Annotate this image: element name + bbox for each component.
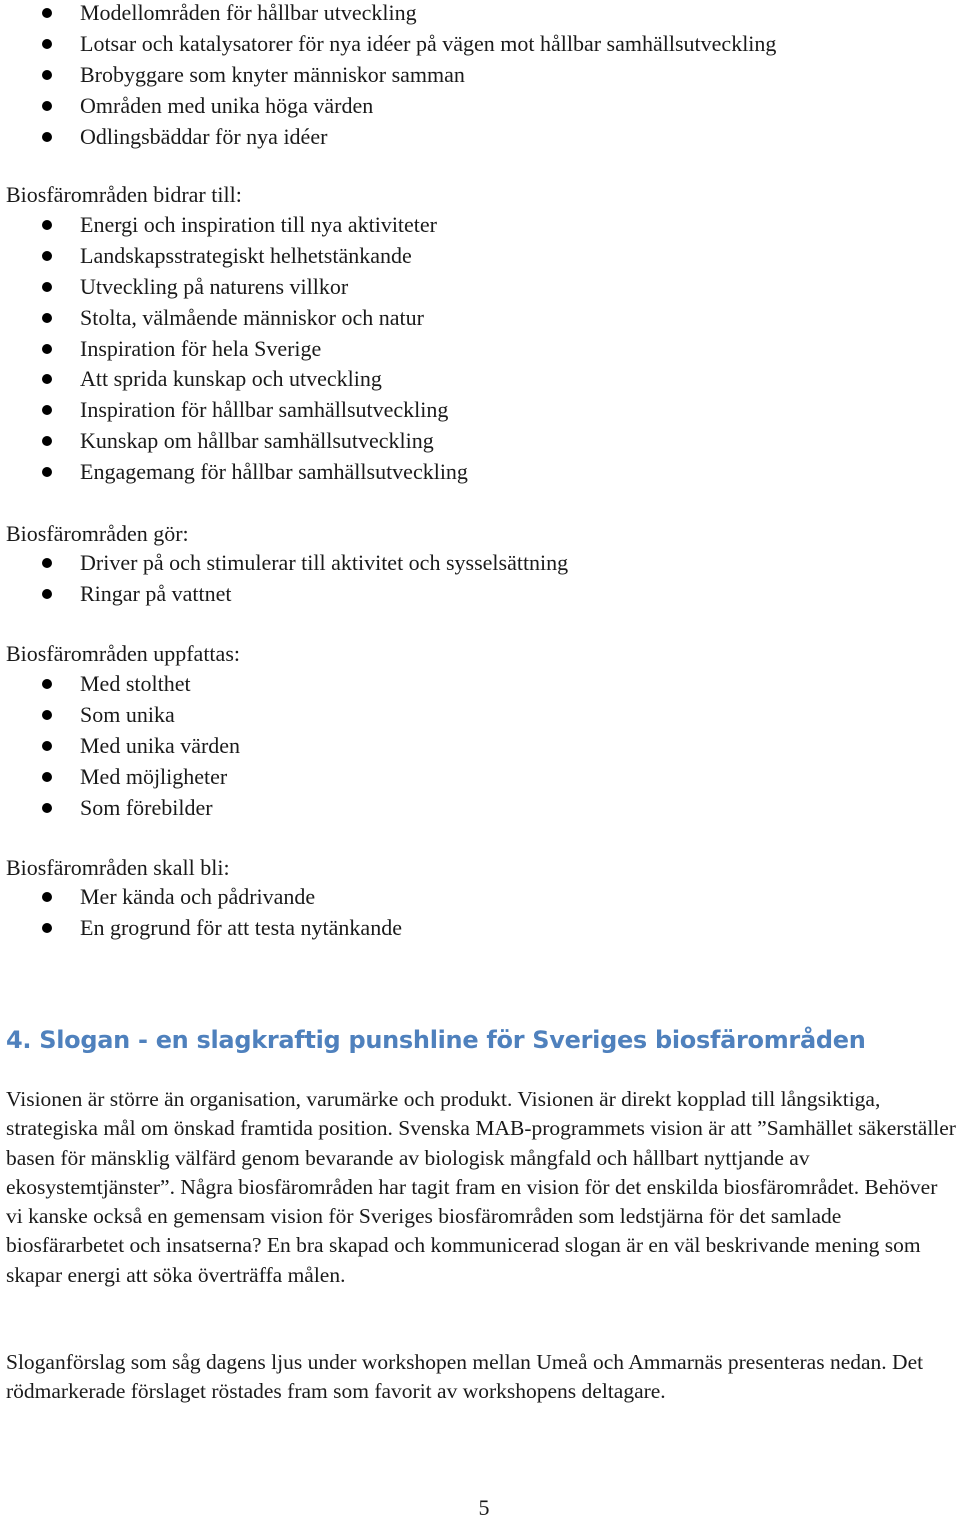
page-number: 5 <box>478 1495 490 1520</box>
list-item-text: Inspiration för hela Sverige <box>80 335 322 361</box>
list-item <box>0 458 950 489</box>
bullet-icon <box>42 679 52 689</box>
list-item <box>0 30 950 61</box>
list-item-text: Som unika <box>80 701 175 727</box>
list-item-text: Energi och inspiration till nya aktiviteter <box>80 212 438 237</box>
list-item-text: Lotsar och katalysatorer för nya idéer på vägen mot hållbar samhällsutveckling <box>80 30 777 56</box>
bullet-icon <box>42 923 52 933</box>
list-item <box>0 335 950 366</box>
bullet-icon <box>42 772 52 782</box>
list-item <box>0 763 950 794</box>
bullet-list-uppfattas <box>0 670 950 824</box>
list-item <box>0 701 950 732</box>
list-item <box>0 794 950 825</box>
bullet-icon <box>42 589 52 599</box>
section-label-uppfattas: Biosfärområden uppfattas: <box>6 641 240 666</box>
bullet-icon <box>42 467 52 477</box>
list-item <box>0 242 950 273</box>
bullet-list-bidrar <box>0 211 950 489</box>
list-item <box>0 273 950 304</box>
bullet-icon <box>42 892 52 902</box>
bullet-icon <box>42 8 52 18</box>
section-heading: 4. Slogan - en slagkraftig punshline för Sveriges biosfärområden <box>6 1026 866 1054</box>
bullet-icon <box>42 374 52 384</box>
list-item-text: Att sprida kunskap och utveckling <box>80 366 382 392</box>
bullet-icon <box>42 313 52 323</box>
list-item-text: Ringar på vattnet <box>80 580 232 606</box>
list-item-text: Med unika värden <box>80 732 241 758</box>
bullet-icon <box>42 101 52 111</box>
bullet-icon <box>42 282 52 292</box>
list-item-text: Med möjligheter <box>80 763 228 789</box>
bullet-icon <box>42 132 52 142</box>
bullet-icon <box>42 558 52 568</box>
bullet-icon <box>42 251 52 261</box>
list-item <box>0 580 950 611</box>
list-item <box>0 883 950 914</box>
bullet-icon <box>42 70 52 80</box>
bullet-icon <box>42 39 52 49</box>
list-item-text: Odlingsbäddar för nya idéer <box>80 123 328 149</box>
bullet-icon <box>42 436 52 446</box>
section-label-gor: Biosfärområden gör: <box>6 521 189 546</box>
list-item-text: Områden med unika höga värden <box>80 92 374 118</box>
list-item-text: Utveckling på naturens villkor <box>80 273 349 299</box>
paragraph-vision: Visionen är större än organisation, varumärke och produkt. Visionen är direkt kopplad till långsiktiga, strategiska mål om önskad framtida position. Svenska MAB-programmets vision är att ”Samhället säkerställer basen för mänsklig välfärd genom bevarande av biologisk mångfald och hållbart nyttjande av ekosystemtjänster”. Några biosfärområden har tagit fram en vision för det enskilda biosfärområdet. Behöver vi kanske också en gemensam vision för Sveriges biosfärområden som ledstjärna för det samlade biosfärarbetet och insatserna? En bra skapad och kommunicerad slogan är en väl beskrivande mening som skapar energi att söka överträffa målen. <box>6 1087 956 1287</box>
list-item-text: Med stolthet <box>80 671 191 696</box>
section-label-bidrar: Biosfärområden bidrar till: <box>6 182 242 207</box>
paragraph-slogan-proposals: Sloganförslag som såg dagens ljus under workshopen mellan Umeå och Ammarnäs presenteras nedan. Det rödmarkerade förslaget röstades fram som favorit av workshopens deltagare. <box>6 1350 924 1404</box>
bullet-icon <box>42 220 52 230</box>
list-item-text: Kunskap om hållbar samhällsutveckling <box>80 428 434 454</box>
list-item <box>0 0 950 30</box>
bullet-icon <box>42 803 52 813</box>
list-item <box>0 304 950 335</box>
list-item <box>0 914 950 945</box>
list-item-text: Landskapsstrategiskt helhetstänkande <box>80 242 412 268</box>
list-item <box>0 211 950 242</box>
list-item-text: Engagemang för hållbar samhällsutveckling <box>80 459 468 485</box>
list-item <box>0 123 950 154</box>
list-item <box>0 670 950 701</box>
list-item <box>0 549 950 580</box>
bullet-list-top <box>0 0 950 153</box>
list-item-text: En grogrund för att testa nytänkande <box>80 914 402 940</box>
list-item-text: Som förebilder <box>80 794 213 820</box>
list-item-text: Mer kända och pådrivande <box>80 884 316 909</box>
list-item-text: Brobyggare som knyter människor samman <box>80 61 465 87</box>
section-label-skall: Biosfärområden skall bli: <box>6 855 230 880</box>
list-item <box>0 427 950 458</box>
bullet-icon <box>42 741 52 751</box>
bullet-list-skall <box>0 883 950 945</box>
bullet-list-gor <box>0 549 950 611</box>
list-item <box>0 396 950 427</box>
list-item-text: Modellområden för hållbar utveckling <box>80 0 417 25</box>
list-item <box>0 92 950 123</box>
bullet-icon <box>42 405 52 415</box>
list-item <box>0 732 950 763</box>
list-item-text: Driver på och stimulerar till aktivitet och sysselsättning <box>80 550 569 575</box>
list-item <box>0 61 950 92</box>
list-item-text: Inspiration för hållbar samhällsutveckling <box>80 397 449 423</box>
list-item <box>0 365 950 396</box>
list-item-text: Stolta, välmående människor och natur <box>80 304 424 330</box>
bullet-icon <box>42 710 52 720</box>
bullet-icon <box>42 344 52 354</box>
